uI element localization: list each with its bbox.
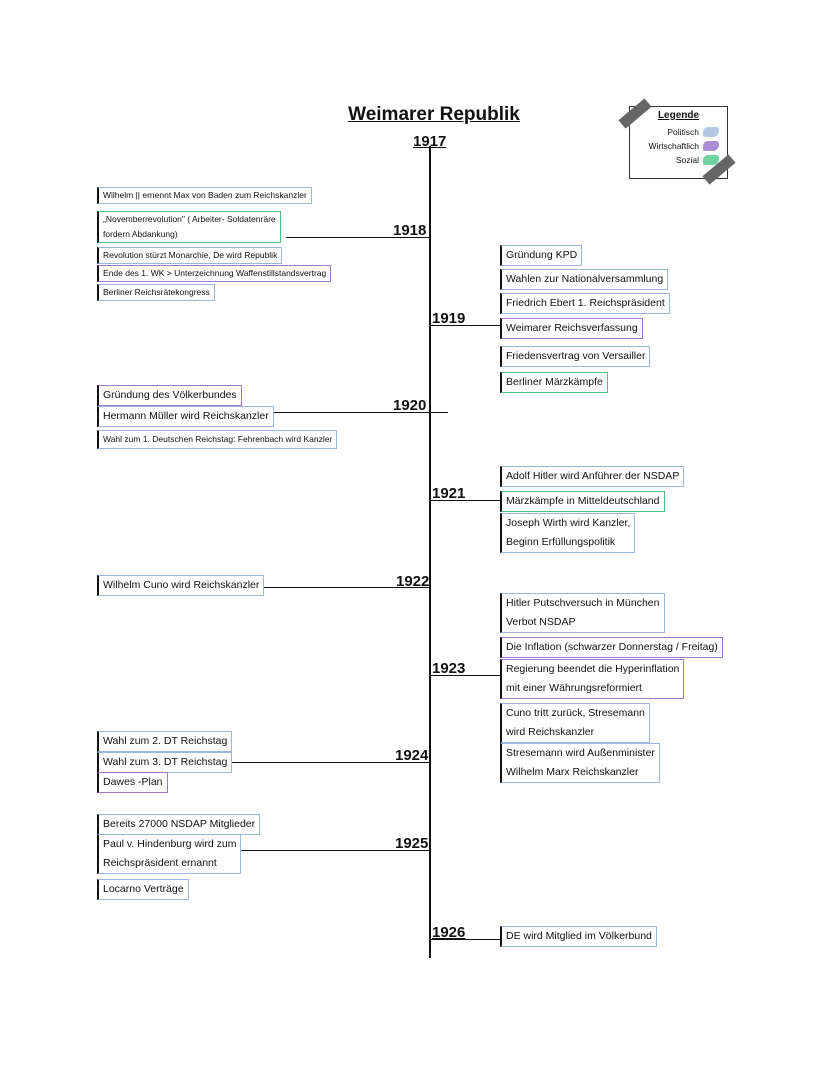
event-1925-locarno: Locarno Verträge [97, 879, 189, 900]
event-1918-novemberrevolution: „Novemberrevolution" ( Arbeiter- Soldatenräre fordern Abdankung) [97, 211, 281, 243]
event-1920-reichstag: Wahl zum 1. Deutschen Reichstag: Fehrenbach wird Kanzler [97, 430, 337, 449]
event-1923-waehrungsreform: Regierung beendet die Hyperinflation mit einer Währungsreformiert [500, 659, 684, 699]
year-1924: 1924 [395, 747, 429, 764]
event-1921-wirth: Joseph Wirth wird Kanzler, Beginn Erfüllungspolitik [500, 513, 635, 553]
legend-heading: Legende [657, 110, 700, 121]
timeline-axis [429, 146, 431, 958]
legend-item-wirtschaftlich: Wirtschaftlich [648, 141, 719, 151]
event-1921-maerzkaempfe: Märzkämpfe in Mitteldeutschland [500, 491, 665, 512]
year-1920: 1920 [393, 397, 427, 414]
event-1918-waffenstillstand: Ende des 1. WK > Unterzeichnung Waffenstillstandsvertrag [97, 265, 331, 282]
event-1918-max-von-baden: Wilhelm || ernennt Max von Baden zum Reichskanzler [97, 187, 312, 204]
event-1920-mueller: Hermann Müller wird Reichskanzler [97, 406, 274, 427]
event-1919-nationalversammlung: Wahlen zur Nationalversammlung [500, 269, 668, 290]
event-1923-inflation: Die Inflation (schwarzer Donnerstag / Freitag) [500, 637, 723, 658]
event-1920-voelkerbund: Gründung des Völkerbundes [97, 385, 242, 406]
year-1923: 1923 [432, 660, 466, 677]
wirtschaftlich-swatch [703, 141, 719, 151]
event-1923-putsch: Hitler Putschversuch in München Verbot NSDAP [500, 593, 665, 633]
year-1917: 1917 [413, 133, 447, 150]
legend-item-politisch: Politisch [667, 127, 719, 137]
year-1925: 1925 [395, 835, 429, 852]
event-1918-reichsraetekongress: Berliner Reichsrätekongress [97, 284, 215, 301]
event-1919-kpd: Gründung KPD [500, 245, 582, 266]
event-1923-stresemann-kanzler: Cuno tritt zurück, Stresemann wird Reichskanzler [500, 703, 650, 743]
politisch-swatch [703, 127, 719, 137]
year-1922: 1922 [396, 573, 430, 590]
event-1925-nsdap-mitglieder: Bereits 27000 NSDAP Mitglieder [97, 814, 260, 835]
event-1919-maerzkaempfe: Berliner Märzkämpfe [500, 372, 608, 393]
event-1926-voelkerbund: DE wird Mitglied im Völkerbund [500, 926, 657, 947]
event-1919-ebert: Friedrich Ebert 1. Reichspräsident [500, 293, 670, 314]
event-1924-reichstag-3: Wahl zum 3. DT Reichstag [97, 752, 232, 773]
year-1926: 1926 [432, 924, 466, 941]
event-1922-cuno: Wilhelm Cuno wird Reichskanzler [97, 575, 264, 596]
event-1924-reichstag-2: Wahl zum 2. DT Reichstag [97, 731, 232, 752]
event-1924-dawes-plan: Dawes -Plan [97, 772, 168, 793]
year-1919: 1919 [432, 310, 466, 327]
legend-item-sozial: Sozial [676, 155, 719, 165]
event-1919-reichsverfassung: Weimarer Reichsverfassung [500, 318, 643, 339]
page-title: Weimarer Republik [348, 104, 520, 125]
year-1918: 1918 [393, 222, 427, 239]
event-1925-hindenburg: Paul v. Hindenburg wird zum Reichspräsident ernannt [97, 834, 241, 874]
year-1921: 1921 [432, 485, 466, 502]
event-1923-stresemann-aussenminister: Stresemann wird Außenminister Wilhelm Marx Reichskanzler [500, 743, 660, 783]
event-1921-hitler: Adolf Hitler wird Anführer der NSDAP [500, 466, 684, 487]
event-1918-revolution: Revolution stürzt Monarchie, De wird Republik [97, 247, 282, 264]
event-1919-versailles: Friedensvertrag von Versailler [500, 346, 650, 367]
